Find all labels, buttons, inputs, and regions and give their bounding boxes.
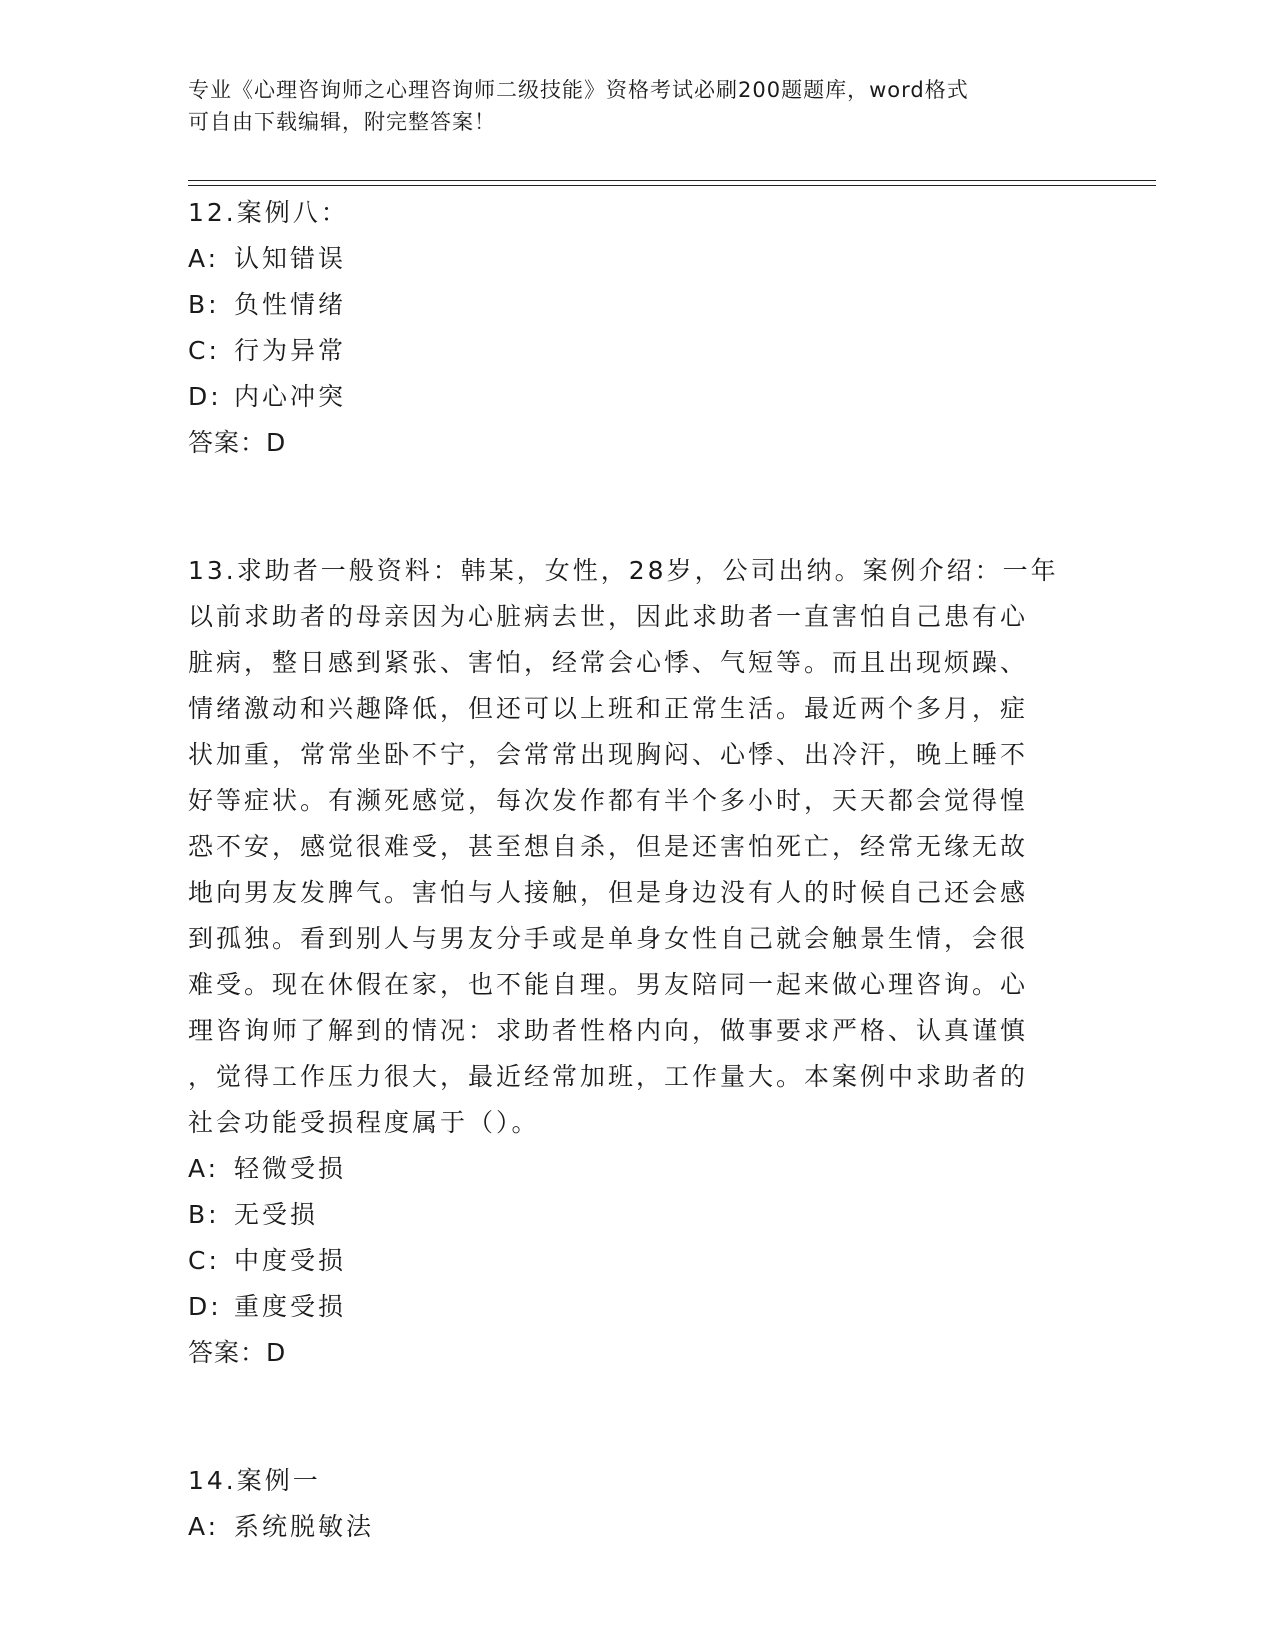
question-stem-line: 地向男友发脾气。害怕与人接触，但是身边没有人的时候自己还会感 (188, 878, 1029, 907)
answer-option (188, 1146, 1088, 1192)
question-stem-line: 恐不安，感觉很难受，甚至想自杀，但是还害怕死亡，经常无缘无故 (188, 832, 1029, 861)
question-stem-line: 13.求助者一般资料：韩某，女性，28岁，公司出纳。案例介绍：一年 (188, 556, 1059, 585)
header-divider-bottom (188, 185, 1156, 186)
question-block (188, 1458, 1088, 1550)
answer-option (188, 374, 1088, 420)
option-text: 重度受损 (234, 1292, 347, 1321)
option-text: 认知错误 (234, 244, 347, 273)
answer-option (188, 282, 1088, 328)
question-stem-line: 状加重，常常坐卧不宁，会常常出现胸闷、心悸、出冷汗，晚上睡不 (188, 740, 1029, 769)
option-text: 行为异常 (234, 336, 347, 365)
option-letter: C: (188, 336, 220, 365)
answer-key: 答案：D (188, 428, 287, 457)
question-stem-line: 社会功能受损程度属于（）。 (188, 1108, 540, 1137)
document-header (188, 74, 1068, 138)
option-text: 负性情绪 (234, 290, 347, 319)
question-block (188, 190, 1088, 466)
question-stem-line: 理咨询师了解到的情况：求助者性格内向，做事要求严格、认真谨慎 (188, 1016, 1029, 1045)
question-stem-line: 12.案例八： (188, 198, 349, 227)
question-stem-line: 难受。现在休假在家，也不能自理。男友陪同一起来做心理咨询。心 (188, 970, 1029, 999)
question-spacer (188, 1376, 1088, 1458)
option-letter: D: (188, 1292, 222, 1321)
option-letter: B: (188, 1200, 220, 1229)
question-stem-line: 好等症状。有濒死感觉，每次发作都有半个多小时，天天都会觉得惶 (188, 786, 1029, 815)
option-text: 系统脱敏法 (234, 1512, 375, 1541)
option-letter: A: (188, 1154, 220, 1183)
answer-key: 答案：D (188, 1338, 287, 1367)
option-text: 轻微受损 (234, 1154, 347, 1183)
question-list (188, 190, 1088, 1550)
answer-option (188, 328, 1088, 374)
option-letter: C: (188, 1246, 220, 1275)
question-stem-line: 14.案例一 (188, 1466, 321, 1495)
question-block (188, 548, 1088, 1376)
option-text: 中度受损 (234, 1246, 347, 1275)
option-text: 无受损 (234, 1200, 319, 1229)
question-stem-line: 到孤独。看到别人与男友分手或是单身女性自己就会触景生情，会很 (188, 924, 1029, 953)
answer-option (188, 1284, 1088, 1330)
header-title-line-2: 可自由下载编辑，附完整答案！ (188, 110, 496, 134)
answer-option (188, 236, 1088, 282)
question-spacer (188, 466, 1088, 548)
question-stem-line: ，觉得工作压力很大，最近经常加班，工作量大。本案例中求助者的 (188, 1062, 1029, 1091)
option-text: 内心冲突 (234, 382, 347, 411)
question-stem-line: 脏病，整日感到紧张、害怕，经常会心悸、气短等。而且出现烦躁、 (188, 648, 1029, 677)
option-letter: A: (188, 1512, 220, 1541)
question-stem-line: 以前求助者的母亲因为心脏病去世，因此求助者一直害怕自己患有心 (188, 602, 1029, 631)
option-letter: D: (188, 382, 222, 411)
option-letter: B: (188, 290, 220, 319)
answer-option (188, 1192, 1088, 1238)
question-stem-line: 情绪激动和兴趣降低，但还可以上班和正常生活。最近两个多月，症 (188, 694, 1029, 723)
answer-option (188, 1238, 1088, 1284)
answer-option (188, 1504, 1088, 1550)
header-divider-top (188, 180, 1156, 181)
option-letter: A: (188, 244, 220, 273)
header-title-line-1: 专业《心理咨询师之心理咨询师二级技能》资格考试必刷200题题库，word格式 (188, 78, 969, 102)
